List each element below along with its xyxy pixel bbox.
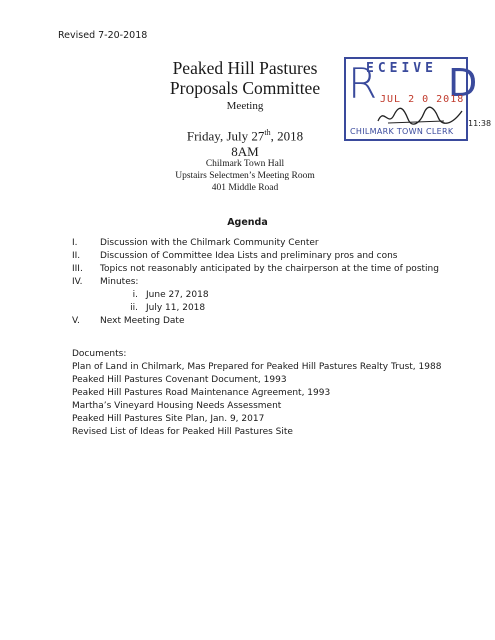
- documents-heading: Documents:: [72, 349, 127, 359]
- document-item: Plan of Land in Chilmark, Mas Prepared for Peaked Hill Pastures Realty Trust, 1988: [72, 362, 442, 372]
- minutes-item-text: July 11, 2018: [146, 303, 206, 313]
- agenda-item-number: II.: [72, 251, 81, 261]
- stamp-received-letters: ECEIVE: [366, 61, 437, 76]
- agenda-item-number: III.: [72, 264, 83, 274]
- agenda-item-number: IV.: [72, 277, 83, 287]
- agenda-item-text: Minutes:: [100, 277, 139, 287]
- minutes-item-text: June 27, 2018: [146, 290, 209, 300]
- agenda-item-number: V.: [72, 316, 80, 326]
- meeting-time: 8AM: [231, 144, 259, 160]
- document-item: Peaked Hill Pastures Road Maintenance Agreement, 1993: [72, 388, 331, 398]
- agenda-item-text: Topics not reasonably anticipated by the chairperson at the time of posting: [100, 264, 439, 274]
- agenda-item-number: I.: [72, 238, 78, 248]
- stamp-big-d: D: [448, 61, 478, 105]
- date-text: Friday, July 27: [186, 128, 265, 144]
- document-header: [150, 58, 340, 160]
- meeting-date: [150, 128, 340, 144]
- meeting-subtitle: Meeting: [226, 100, 264, 112]
- title-line-2: Proposals Committee: [169, 78, 321, 98]
- minutes-item-number: i.: [132, 290, 138, 300]
- document-item: Peaked Hill Pastures Covenant Document, 1993: [72, 375, 287, 385]
- location-line-2: Upstairs Selectmen’s Meeting Room: [175, 171, 315, 181]
- document-item: Peaked Hill Pastures Site Plan, Jan. 9, 2017: [72, 414, 265, 424]
- stamp-office: CHILMARK TOWN CLERK: [350, 127, 454, 136]
- revision-note: Revised 7-20-2018: [58, 30, 148, 41]
- minutes-item-number: ii.: [130, 303, 138, 313]
- agenda-item-text: Next Meeting Date: [100, 316, 185, 326]
- stamp-date: JUL 2 0 2018: [380, 94, 465, 105]
- location-line-1: Chilmark Town Hall: [205, 159, 285, 169]
- document-item: Martha’s Vineyard Housing Needs Assessment: [72, 401, 282, 411]
- signature-icon: [374, 103, 466, 129]
- date-ordinal: th: [264, 128, 271, 137]
- document-item: Revised List of Ideas for Peaked Hill Pastures Site: [72, 427, 293, 437]
- title-line-1: Peaked Hill Pastures: [172, 58, 318, 78]
- agenda-item-text: Discussion with the Chilmark Community Center: [100, 238, 319, 248]
- received-stamp: [344, 57, 492, 145]
- meeting-location: [150, 158, 340, 194]
- agenda-heading: Agenda: [227, 217, 268, 228]
- documents-list: [72, 348, 441, 439]
- location-line-3: 401 Middle Road: [211, 183, 279, 193]
- stamp-big-r: R: [348, 59, 378, 108]
- handwritten-time: 11:38: [468, 119, 492, 128]
- date-year: , 2018: [270, 128, 304, 144]
- agenda-item-text: Discussion of Committee Idea Lists and preliminary pros and cons: [100, 251, 398, 261]
